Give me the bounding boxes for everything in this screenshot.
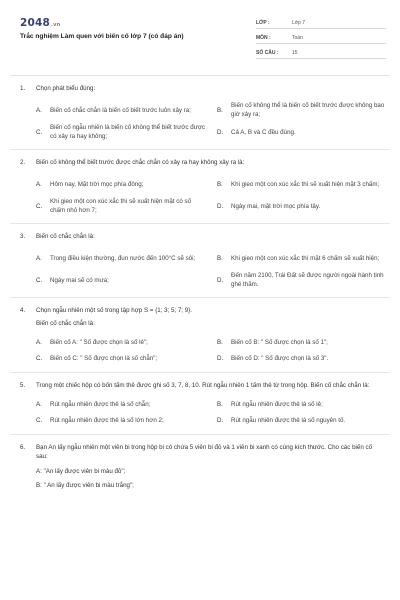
question-subtext: Biến cố chắc chắn là: <box>36 320 95 327</box>
option-b[interactable] <box>217 334 390 350</box>
question-4 <box>10 306 390 373</box>
option-text: Biến cố không thể là biến cố biết trước được không bao giờ xảy ra; <box>231 102 385 118</box>
answer-options <box>10 334 390 372</box>
question-number: 5. <box>20 382 26 389</box>
option-text: Biến cố B: " Số được chọn là số 1"; <box>231 338 328 346</box>
option-text: Khi gieo một con xúc xắc thì sẽ xuất hiện mặt có số chấm nhỏ hơn 7; <box>50 198 192 214</box>
option-text: Biến cố C: " Số được chọn là số chẵn"; <box>50 354 158 362</box>
question-6 <box>10 443 390 490</box>
option-text: Biến cố D: " Số được chọn là số 3". <box>231 354 329 362</box>
meta-row-subject <box>256 31 386 44</box>
option-text: Đến năm 2100, Trái Đất sẽ được người ngoài hành tinh ghé thăm. <box>231 272 384 288</box>
option-b[interactable] <box>217 173 390 195</box>
question-number: 1. <box>20 85 26 92</box>
option-text: Rút ngẫu nhiên được thẻ là số lớn hơn 2; <box>50 416 164 424</box>
question-stem <box>10 158 390 167</box>
question-line: A: "An lấy được viên bi màu đỏ"; <box>36 468 126 475</box>
question-stem <box>10 306 390 315</box>
option-label: C. <box>36 202 43 210</box>
option-text: Rút ngẫu nhiên được thẻ là số lẻ; <box>231 400 323 408</box>
question-number: 3. <box>20 233 26 240</box>
option-label: C. <box>36 128 43 136</box>
option-d[interactable] <box>217 269 390 291</box>
option-label: C. <box>36 276 43 284</box>
question-text: Chọn phát biểu đúng: <box>36 85 96 92</box>
option-text: Biến cố A: " Số được chọn là số lẻ"; <box>50 338 148 346</box>
option-text: Rút ngẫu nhiên được thẻ là số chẵn; <box>50 400 151 408</box>
question-text: Trong một chiếc hộp có bốn tấm thẻ được ghi số 3, 7, 8, 10. Rút ngẫu nhiên 1 tấm thẻ từ trong hộp. Biến cố chắc chắn là: <box>36 382 370 389</box>
option-text: Ngày mai, mặt trời mọc phía tây. <box>231 202 321 210</box>
option-d[interactable] <box>217 195 390 217</box>
option-label: B. <box>217 254 223 262</box>
logo-suffix: .vn <box>51 22 61 28</box>
option-c[interactable] <box>36 350 211 366</box>
option-d[interactable] <box>217 412 390 428</box>
option-text: Biến cố ngẫu nhiên là biến cố không thể biết trước được có xảy ra hay không; <box>50 124 206 140</box>
option-label: B. <box>217 338 223 346</box>
option-a[interactable] <box>36 173 211 195</box>
option-label: D. <box>217 416 224 424</box>
site-logo[interactable] <box>20 17 60 29</box>
question-number: 6. <box>20 444 26 451</box>
option-text: Rút ngẫu nhiên được thẻ là số nguyên tố. <box>231 416 346 424</box>
option-label: D. <box>217 128 224 136</box>
option-c[interactable] <box>36 195 211 217</box>
question-list <box>10 84 390 498</box>
option-label: A. <box>36 106 42 114</box>
question-number: 2. <box>20 159 26 166</box>
meta-value: Lớp 7 <box>292 20 306 26</box>
option-label: A. <box>36 254 42 262</box>
question-5 <box>10 381 390 435</box>
option-text: Trong điều kiện thường, đun nước đến 100°C sẽ sôi; <box>50 254 196 262</box>
option-label: A. <box>36 180 42 188</box>
option-b[interactable] <box>217 247 390 269</box>
question-text: Chọn ngẫu nhiên một số trong tập hợp S = {1; 3; 5; 7; 9}. <box>36 307 192 314</box>
option-text: Hôm nay, Mặt trời mọc phía đông; <box>50 180 144 188</box>
option-label: C. <box>36 416 43 424</box>
option-d[interactable] <box>217 350 390 366</box>
option-a[interactable] <box>36 396 211 412</box>
option-label: D. <box>217 276 224 284</box>
question-stem <box>10 443 390 461</box>
option-b[interactable] <box>217 99 390 121</box>
question-3 <box>10 232 390 298</box>
question-text: Bạn An lấy ngẫu nhiên một viên bi trong hộp bi có chứa 5 viên bi đỏ và 1 viên bi xanh có cùng kích thước. Cho các biến cố sau: <box>36 444 373 460</box>
question-line: B: " An lấy được viên bi màu trắng"; <box>36 482 134 489</box>
option-c[interactable] <box>36 269 211 291</box>
meta-key: SỐ CÂU : <box>256 50 279 56</box>
meta-info <box>256 16 386 61</box>
option-label: C. <box>36 354 43 362</box>
option-text: Khi gieo một con xúc xắc thì mặt 6 chấm sẽ xuất hiện; <box>231 254 380 262</box>
question-stem <box>10 84 390 93</box>
option-c[interactable] <box>36 412 211 428</box>
option-a[interactable] <box>36 334 211 350</box>
answer-options <box>10 173 390 223</box>
question-text: Biến cố chắc chắn là: <box>36 233 95 240</box>
document-title: Trắc nghiệm Làm quen với biến cố lớp 7 (có đáp án) <box>20 33 184 40</box>
header-divider <box>10 75 390 76</box>
option-label: B. <box>217 106 223 114</box>
option-label: A. <box>36 400 42 408</box>
question-number: 4. <box>20 307 26 314</box>
option-text: Khi gieo một con xúc xắc thì sẽ xuất hiện mặt 3 chấm; <box>231 180 380 188</box>
document-header <box>10 8 390 60</box>
option-a[interactable] <box>36 99 211 121</box>
answer-options <box>10 99 390 149</box>
meta-key: MÔN : <box>256 35 271 41</box>
option-c[interactable] <box>36 121 211 143</box>
option-label: D. <box>217 354 224 362</box>
question-2 <box>10 158 390 224</box>
option-b[interactable] <box>217 396 390 412</box>
question-stem <box>10 381 390 390</box>
meta-value: Toán <box>292 35 303 41</box>
option-text: Cả A, B và C đều đúng. <box>231 128 296 136</box>
meta-key: LỚP : <box>256 20 270 26</box>
option-text: Ngày mai sẽ có mưa; <box>50 276 109 284</box>
option-text: Biến cố chắc chắn là biến cố biết trước luôn xảy ra; <box>50 106 191 114</box>
option-d[interactable] <box>217 121 390 143</box>
question-stem <box>10 232 390 241</box>
answer-options <box>10 247 390 297</box>
meta-row-count <box>256 46 386 59</box>
meta-value: 15 <box>292 50 298 56</box>
meta-row-class <box>256 16 386 29</box>
question-text: Biến cố không thể biết trước được chắc chắn có xảy ra hay không xảy ra là: <box>36 159 245 166</box>
option-label: B. <box>217 400 223 408</box>
document-page <box>10 8 390 600</box>
answer-options <box>10 396 390 434</box>
logo-text: 2048 <box>20 17 51 29</box>
option-label: D. <box>217 202 224 210</box>
option-label: A. <box>36 338 42 346</box>
option-a[interactable] <box>36 247 211 269</box>
question-1 <box>10 84 390 150</box>
option-label: B. <box>217 180 223 188</box>
